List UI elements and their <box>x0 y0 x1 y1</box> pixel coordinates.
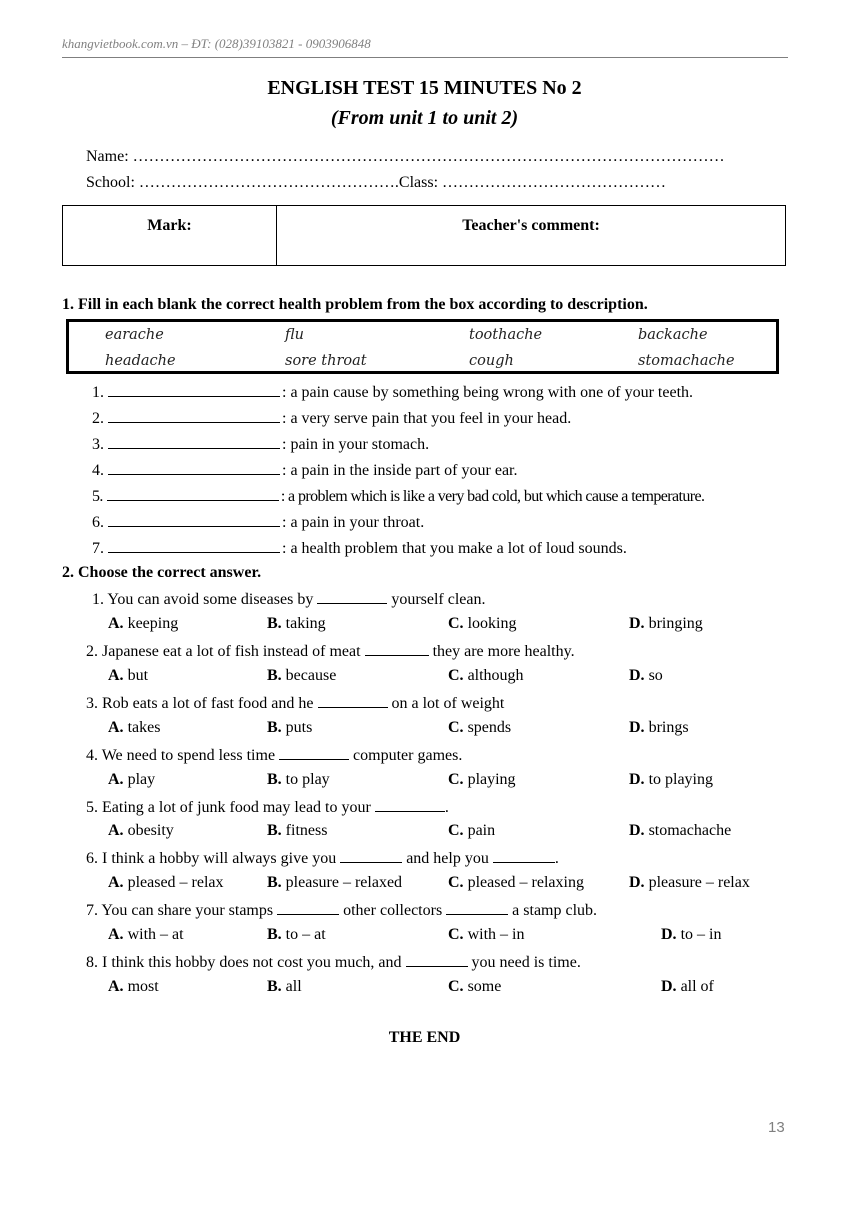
option-c[interactable]: C. looking <box>448 615 517 632</box>
option-d[interactable]: D. to – in <box>661 926 722 943</box>
answer-blank[interactable] <box>108 512 280 527</box>
school-class-line: School: ………………………………………….Class: …………………………………… <box>86 174 667 191</box>
option-c[interactable]: C. pleased – relaxing <box>448 874 584 891</box>
option-d[interactable]: D. stomachache <box>629 822 732 839</box>
option-c[interactable]: C. spends <box>448 719 512 736</box>
word-box <box>66 319 779 374</box>
fill-item: 1. : a pain cause by something being wrong with one of your teeth. <box>92 384 694 401</box>
option-a[interactable]: A. takes <box>108 719 161 736</box>
word-box-item: backache <box>638 327 708 343</box>
answer-blank[interactable] <box>108 382 280 397</box>
answer-blank[interactable] <box>277 900 339 915</box>
option-b[interactable]: B. because <box>267 667 337 684</box>
fill-item: 2. : a very serve pain that you feel in your head. <box>92 410 572 427</box>
option-b[interactable]: B. puts <box>267 719 313 736</box>
answer-blank[interactable] <box>446 900 508 915</box>
answer-blank[interactable] <box>108 538 280 553</box>
option-d[interactable]: D. brings <box>629 719 689 736</box>
mark-cell: Mark: <box>63 206 277 265</box>
question-5: 5. Eating a lot of junk food may lead to your . <box>86 799 449 816</box>
option-c[interactable]: C. some <box>448 978 502 995</box>
fill-item: 5. : a problem which is like a very bad cold, but which cause a temperature. <box>92 488 705 505</box>
word-box-item: headache <box>105 353 176 369</box>
section-2-title: 2. Choose the correct answer. <box>62 564 262 581</box>
option-a[interactable]: A. pleased – relax <box>108 874 224 891</box>
option-b[interactable]: B. all <box>267 978 302 995</box>
option-b[interactable]: B. pleasure – relaxed <box>267 874 403 891</box>
question-2: 2. Japanese eat a lot of fish instead of meat they are more healthy. <box>86 643 575 660</box>
answer-blank[interactable] <box>318 693 388 708</box>
option-a[interactable]: A. but <box>108 667 149 684</box>
answer-blank[interactable] <box>406 952 468 967</box>
fill-item: 3. : pain in your stomach. <box>92 436 430 453</box>
mark-table <box>62 205 786 266</box>
answer-blank[interactable] <box>317 589 387 604</box>
option-c[interactable]: C. pain <box>448 822 496 839</box>
name-line: Name: ………………………………………………………………………………………………… <box>86 148 725 165</box>
answer-blank[interactable] <box>108 408 280 423</box>
word-box-item: stomachache <box>638 353 735 369</box>
option-a[interactable]: A. keeping <box>108 615 179 632</box>
option-d[interactable]: D. to playing <box>629 771 713 788</box>
word-box-item: sore throat <box>285 353 367 369</box>
option-d[interactable]: D. all of <box>661 978 714 995</box>
fill-item: 7. : a health problem that you make a lot of loud sounds. <box>92 540 627 557</box>
question-6: 6. I think a hobby will always give you and help you . <box>86 850 559 867</box>
test-title: ENGLISH TEST 15 MINUTES No 2 <box>267 77 582 99</box>
option-d[interactable]: D. so <box>629 667 663 684</box>
word-box-item: toothache <box>469 327 543 343</box>
section-1-title: 1. Fill in each blank the correct health problem from the box according to description. <box>62 296 648 313</box>
option-b[interactable]: B. to – at <box>267 926 326 943</box>
fill-item: 4. : a pain in the inside part of your ear. <box>92 462 518 479</box>
answer-blank[interactable] <box>340 848 402 863</box>
question-8: 8. I think this hobby does not cost you much, and you need is time. <box>86 954 581 971</box>
answer-blank[interactable] <box>365 641 429 656</box>
answer-blank[interactable] <box>107 486 279 501</box>
option-b[interactable]: B. fitness <box>267 822 328 839</box>
option-b[interactable]: B. to play <box>267 771 330 788</box>
question-7: 7. You can share your stamps other collectors a stamp club. <box>86 902 598 919</box>
word-box-item: earache <box>105 327 164 343</box>
test-subtitle: (From unit 1 to unit 2) <box>330 107 519 129</box>
question-1: 1. You can avoid some diseases by yourself clean. <box>92 591 486 608</box>
option-c[interactable]: C. although <box>448 667 524 684</box>
answer-blank[interactable] <box>279 745 349 760</box>
question-3: 3. Rob eats a lot of fast food and he on a lot of weight <box>86 695 505 712</box>
option-d[interactable]: D. pleasure – relax <box>629 874 750 891</box>
option-c[interactable]: C. with – in <box>448 926 525 943</box>
answer-blank[interactable] <box>375 797 445 812</box>
header-divider <box>62 57 788 58</box>
option-c[interactable]: C. playing <box>448 771 516 788</box>
option-b[interactable]: B. taking <box>267 615 326 632</box>
option-d[interactable]: D. bringing <box>629 615 703 632</box>
option-a[interactable]: A. play <box>108 771 156 788</box>
the-end-label: THE END <box>388 1029 461 1046</box>
page-number: 13 <box>768 1119 785 1136</box>
answer-blank[interactable] <box>493 848 555 863</box>
question-4: 4. We need to spend less time computer games. <box>86 747 463 764</box>
option-a[interactable]: A. obesity <box>108 822 174 839</box>
answer-blank[interactable] <box>108 434 280 449</box>
option-a[interactable]: A. with – at <box>108 926 184 943</box>
page-header: khangvietbook.com.vn – ĐT: (028)39103821 - 0903906848 <box>62 36 371 51</box>
option-a[interactable]: A. most <box>108 978 159 995</box>
word-box-item: cough <box>469 353 514 369</box>
fill-item: 6. : a pain in your throat. <box>92 514 425 531</box>
answer-blank[interactable] <box>108 460 280 475</box>
word-box-item: flu <box>285 327 305 343</box>
teacher-comment-cell: Teacher's comment: <box>462 217 600 234</box>
